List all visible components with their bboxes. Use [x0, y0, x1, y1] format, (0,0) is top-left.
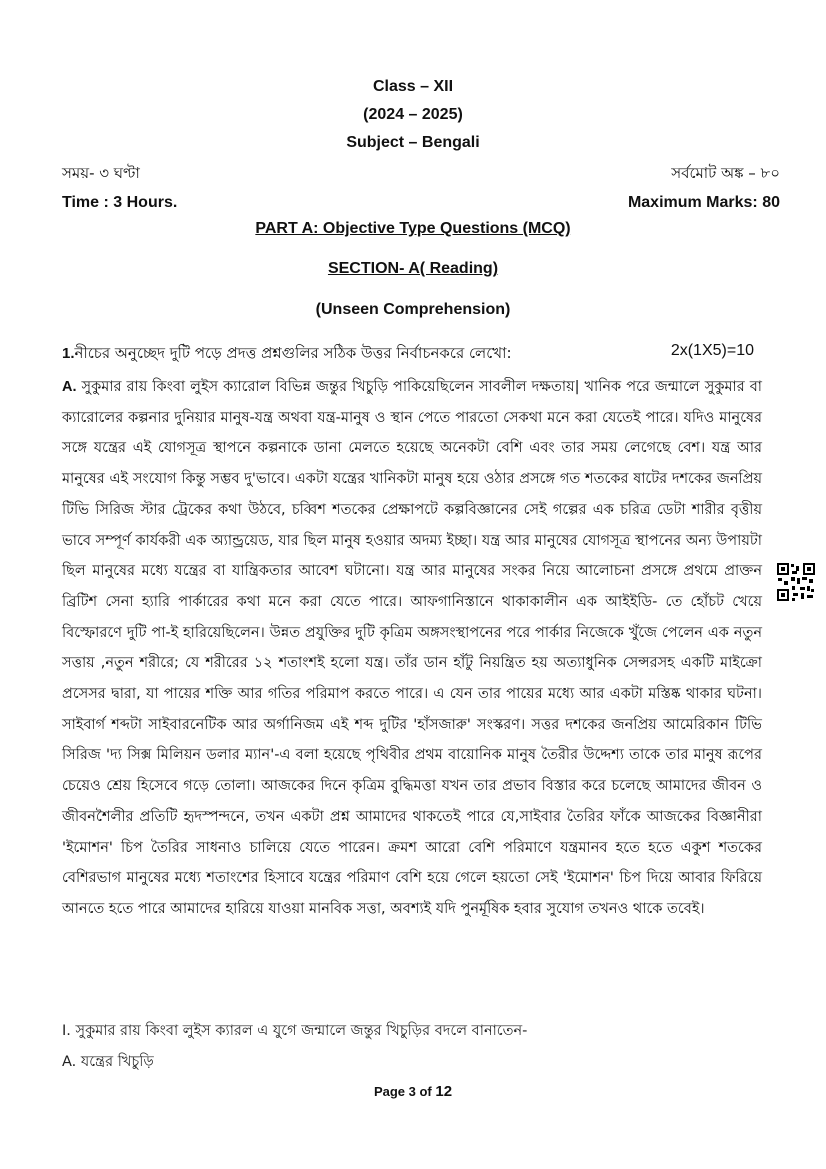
passage-label: A. — [62, 379, 77, 395]
marks-bengali: সর্বমোট অঙ্ক – ৮০ — [671, 164, 780, 182]
subject-heading: Subject – Bengali — [346, 134, 480, 151]
question-marks: 2x(1X5)=10 — [670, 342, 754, 359]
footer-of: of — [415, 1084, 436, 1099]
year-heading: (2024 – 2025) — [363, 106, 463, 123]
question-instruction: নীচের অনুচ্ছেদ দুটি পড়ে প্রদত্ত প্রশ্নগুলির সঠিক উত্তর নির্বাচনকরে লেখো: — [74, 344, 512, 362]
marks-english: Maximum Marks: 80 — [627, 194, 780, 211]
class-heading: Class – XII — [372, 78, 454, 95]
footer-current-page: 3 — [408, 1084, 416, 1099]
footer-prefix: Page — [373, 1084, 409, 1099]
time-english: Time : 3 Hours. — [62, 194, 178, 211]
question-number: 1. — [62, 345, 75, 362]
sub-title: (Unseen Comprehension) — [315, 301, 511, 318]
time-bengali: সময়- ৩ ঘণ্টা — [62, 164, 140, 182]
passage-a — [62, 372, 762, 925]
question-1-intro — [62, 342, 762, 367]
part-title-wrap — [0, 220, 826, 238]
passage-text: সুকুমার রায় কিংবা লুইস ক্যারোল বিভিন্ন জন্তুর খিচুড়ি পাকিয়েছিলেন সাবলীল দক্ষতায়| খানিক পরে জন্মালে সুকুমার বা ক্যারোলের কল্পনার দুনিয়ার মানুষ-যন্ত্র অথবা যন্ত্র-মানুষ ও স্থান পেতে পারতো সেকথা মনে করা যেতেই পারে। যদিও মানুষের সঙ্গে যন্ত্রের এই যোগসূত্র স্থাপনে কল্পনাকে ডানা মেলতে হয়েছে অনেকটা বেশি এবং তার সময় লেগেছে বেশ। যন্ত্র আর মানুষের এই সংযোগ কিন্তু সম্ভব দু'ভাবে। একটা যন্ত্রের খানিকটা মানুষ হয়ে ওঠার প্রসঙ্গে গত শতকের ষাটের দশকের জনপ্রিয় টিভি সিরিজ স্টার ট্রেকের কথা উঠবে, চব্বিশ শতকের প্রেক্ষাপটে কল্পবিজ্ঞানের সেই গল্পের এক চরিত্র ডেটা শারীর বৃত্তীয় ভাবে সম্পূর্ণ কার্যকরী এক অ্যান্ড্রয়েড, যার ছিল মানুষ হওয়ার অদম্য ইচ্ছা। যন্ত্র আর মানুষের যোগসূত্র স্থাপনের অন্য উপায়টা ছিল মানুষের মধ্যে যন্ত্রের বা যান্ত্রিকতার আবেশ ঘটানো। যন্ত্র আর মানুষের সংকর নিয়ে আলোচনা প্রসঙ্গে প্রথমে প্রাক্তন ব্রিটিশ সেনা হ্যারি পার্কারের কথা মনে করা যেতে পারে। আফগানিস্তানে থাকাকালীন এক আইইডি- তে হোঁচট খেয়ে বিস্ফোরণে দুটি পা-ই হারিয়েছিলেন। উন্নত প্রযুক্তির দুটি কৃত্রিম অঙ্গসংস্থাপনের পরে পার্কার নিজেকে খুঁজে পেলেন এক নতুন সত্তায় ,নতুন শরীরে; যে শরীরের ১২ শতাংশই হলো যন্ত্র। তাঁর ডান হাঁটু নিয়ন্ত্রিত হয় অত্যাধুনিক সেন্সরসহ একটি মাইক্রো প্রসেসর দ্বারা, যা পায়ের শক্তি আর গতির পরিমাপ করতে পারে। এ যেন তার পায়ের মধ্যে আর একটা মস্তিষ্ক থাকার ঘটনা। সাইবার্গ শব্দটা সাইবারনেটিক আর অর্গানিজম এই শব্দ দুটির 'হাঁসজারু' সংস্করণ। সত্তর দশকের জনপ্রিয় আমেরিকান টিভি সিরিজ 'দ্য সিক্স মিলিয়ন ডলার ম্যান'-এ বলা হয়েছে পৃথিবীর প্রথম বায়োনিক মানুষ তৈরীর উদ্দেশ্য তাকে তার মানুষ রূপের চেয়েও শ্রেয় হিসেবে গড়ে তোলা। আজকের দিনে কৃত্রিম বুদ্ধিমত্তা যখন তার প্রভাব বিস্তার করে চলেছে আমাদের জীবন ও জীবনশৈলীর প্রতিটি হৃদস্পন্দনে, তখন একটা প্রশ্ন আমাদের থাকতেই পারে যে,সাইবার তৈরির ফাঁকে আজকের বিজ্ঞানীরা 'ইমোশন' চিপ তৈরির সাধনাও চালিয়ে যেতে পারেন। ক্রমশ আরো বেশি পরিমাণে যন্ত্রমানব হতে হতে একুশ শতকের বেশিরভাগ মানুষের মধ্যে শতাংশের হিসাবে যন্ত্রের পরিমাণ বেশি হয়ে গেলে হয়তো সেই 'ইমোশন' চিপ দিয়ে আবার ফিরিয়ে আনতে হতে পারে আমাদের হারিয়ে যাওয়া মানবিক সত্তা, অবশ্যই যদি পুনর্মূষিক হবার সুযোগ তখনও থাকে তবেই। — [62, 379, 763, 917]
qr-code-icon — [776, 562, 816, 602]
page-footer — [0, 1083, 826, 1100]
option-a: A. যন্ত্রের খিচুড়ি — [62, 1054, 154, 1070]
sub-question-1: I. সুকুমার রায় কিংবা লুইস ক্যারল এ যুগে জন্মালে জন্তুর খিচুড়ির বদলে বানাতেন- — [62, 1023, 528, 1039]
section-title-wrap — [0, 260, 826, 278]
footer-total-pages: 12 — [435, 1083, 453, 1100]
part-title: PART A: Objective Type Questions (MCQ) — [255, 220, 571, 237]
section-title: SECTION- A( Reading) — [327, 260, 499, 277]
